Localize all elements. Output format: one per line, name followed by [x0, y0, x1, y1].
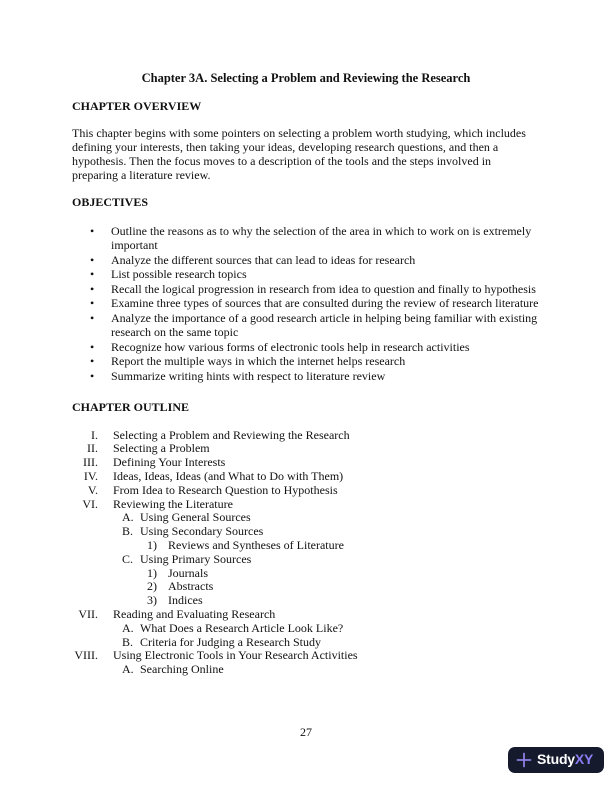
objective-bullet-item: • Examine three types of sources that are consulted during the review of research literature [72, 296, 540, 311]
page-number: 27 [300, 725, 312, 739]
outline-item-label: C. [122, 551, 134, 566]
outline-item [72, 470, 540, 484]
outline-item [72, 636, 540, 650]
logo-text [537, 753, 593, 767]
outline-item-label: 3) [147, 593, 157, 608]
outline-item [72, 567, 540, 581]
objectives-list [72, 224, 540, 384]
outline-item-label: 2) [147, 579, 157, 594]
outline-item [72, 498, 540, 512]
page-title: Chapter 3A. Selecting a Problem and Reviewing the Research [141, 71, 471, 85]
plus-icon [516, 752, 532, 768]
outline-item-label: B. [122, 634, 134, 649]
outline-item-label: 1) [147, 565, 157, 580]
outline-heading: CHAPTER OUTLINE [72, 400, 190, 415]
outline-item-text: Ideas, Ideas, Ideas (and What to Do with Them) [113, 469, 344, 484]
outline-item-text: Using Secondary Sources [140, 524, 264, 539]
page-content [72, 72, 540, 677]
outline-item-label: VI. [82, 496, 98, 511]
outline-item-text: Using Primary Sources [140, 551, 252, 566]
outline-item [72, 539, 540, 553]
objective-bullet-item: • Outline the reasons as to why the selection of the area in which to work on is extremely important [72, 224, 540, 253]
outline-item-text: Selecting a Problem and Reviewing the Research [113, 427, 350, 442]
outline-item-text: Criteria for Judging a Research Study [140, 634, 321, 649]
outline-item-text: Using Electronic Tools in Your Research Activities [113, 648, 358, 663]
outline-item [72, 622, 540, 636]
studyxy-logo [508, 747, 604, 773]
outline-item-text: Indices [168, 593, 203, 608]
outline-item-label: I. [91, 427, 98, 442]
outline-item-label: B. [122, 524, 134, 539]
objectives-heading: OBJECTIVES [72, 195, 149, 210]
overview-heading: CHAPTER OVERVIEW [72, 98, 202, 113]
outline-item-text: What Does a Research Article Look Like? [140, 620, 344, 635]
outline-list [72, 429, 540, 677]
outline-item-label: III. [83, 455, 98, 470]
outline-item-text: Searching Online [140, 662, 224, 677]
outline-item [72, 484, 540, 498]
outline-item-label: V. [87, 482, 98, 497]
outline-item [72, 608, 540, 622]
overview-paragraph: This chapter begins with some pointers on selecting a problem worth studying, which includes defining your interests, then taking your ideas, developing research questions, and then a hypothesis. Then the focus moves to a description of the tools and the steps involved in preparing a literature review. [72, 126, 526, 182]
objective-bullet-item: • Recall the logical progression in research from idea to question and finally to hypothesis [72, 282, 540, 297]
outline-item-text: Defining Your Interests [113, 455, 226, 470]
outline-item-text: Reviews and Syntheses of Literature [168, 538, 344, 553]
logo-text-primary: Study [537, 751, 575, 768]
outline-item-text: Reviewing the Literature [113, 496, 233, 511]
outline-item-text: Reading and Evaluating Research [113, 607, 276, 622]
outline-item [72, 553, 540, 567]
outline-item-label: IV. [83, 469, 98, 484]
objective-bullet-item: • Analyze the different sources that can lead to ideas for research [72, 253, 540, 268]
outline-item-text: From Idea to Research Question to Hypothesis [113, 482, 338, 497]
outline-item-label: VIII. [74, 648, 98, 663]
outline-item [72, 456, 540, 470]
outline-item-text: Abstracts [168, 579, 214, 594]
outline-item-label: II. [87, 441, 98, 456]
outline-item-text: Journals [168, 565, 208, 580]
outline-item [72, 580, 540, 594]
outline-item-label: VII. [78, 607, 98, 622]
outline-item-text: Using General Sources [140, 510, 251, 525]
outline-item [72, 594, 540, 608]
outline-item [72, 663, 540, 677]
outline-item [72, 442, 540, 456]
outline-item [72, 511, 540, 525]
outline-item-label: A. [122, 620, 134, 635]
outline-item-text: Selecting a Problem [113, 441, 210, 456]
objective-bullet-item: • List possible research topics [72, 267, 540, 282]
outline-item-label: A. [122, 662, 134, 677]
objective-bullet-item: • Report the multiple ways in which the internet helps research [72, 354, 540, 369]
objective-bullet-item: • Analyze the importance of a good research article in helping being familiar with existing research on the same topic [72, 311, 540, 340]
outline-item-label: 1) [147, 538, 157, 553]
outline-item [72, 429, 540, 443]
outline-item-label: A. [122, 510, 134, 525]
outline-item [72, 649, 540, 663]
outline-item [72, 525, 540, 539]
objective-bullet-item: • Summarize writing hints with respect to literature review [72, 369, 540, 384]
objective-bullet-item: • Recognize how various forms of electronic tools help in research activities [72, 340, 540, 355]
logo-text-accent: XY [574, 751, 594, 768]
